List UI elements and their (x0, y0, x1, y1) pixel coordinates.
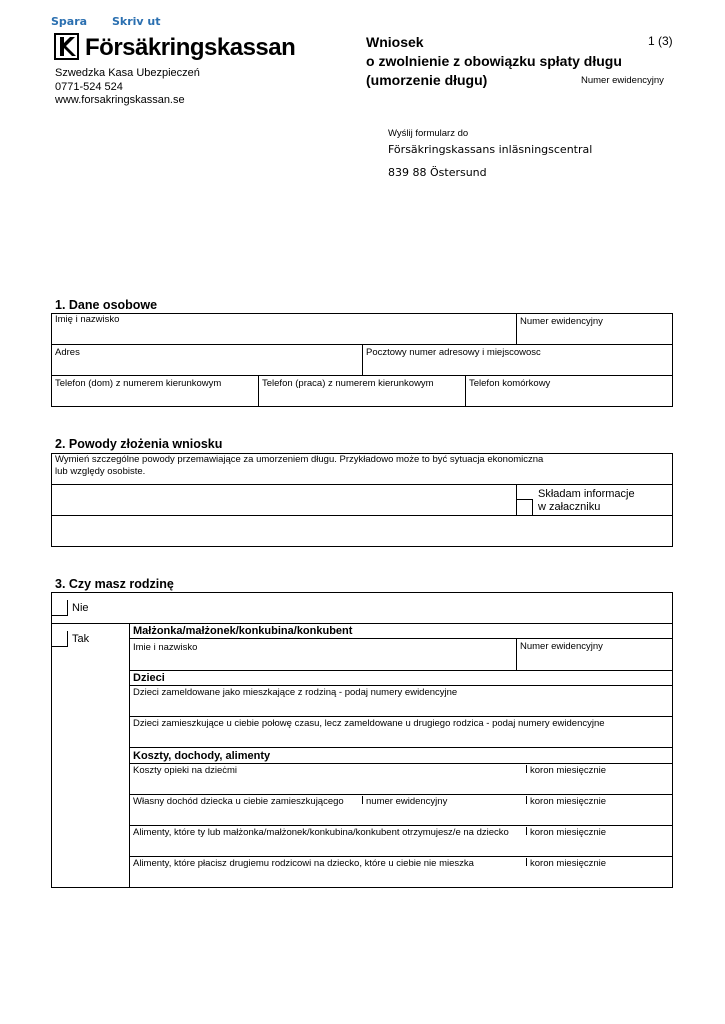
section1-title: 1. Dane osobowe (55, 298, 158, 312)
costs-heading: Koszty, dochody, alimenty (133, 750, 271, 762)
care-costs-unit: koron miesięcznie (530, 765, 607, 776)
family-yes-label: Tak (72, 633, 90, 645)
brand-name: Försäkringskassan (85, 34, 296, 61)
phone-work-label: Telefon (praca) z numerem kierunkowym (262, 378, 434, 389)
header-id-label: Numer ewidencyjny (581, 75, 664, 86)
phone-mobile-label: Telefon komórkowy (469, 378, 551, 389)
spouse-id-field[interactable] (518, 654, 671, 669)
spouse-heading: Małżonka/małżonek/konkubina/konkubent (133, 625, 353, 637)
page-number: 1 (3) (648, 34, 673, 48)
attachment-label-line1: Składam informacje (538, 488, 635, 500)
reasons-desc-line2: lub względy osobiste. (55, 466, 146, 477)
family-no-checkbox[interactable] (52, 600, 68, 616)
postal-label: Pocztowy numer adresowy i miejscowosc (366, 347, 541, 358)
phone-home-label: Telefon (dom) z numerem kierunkowym (55, 378, 222, 389)
alimony-paid-label: Alimenty, które płacisz drugiemu rodzicowi na dziecko, które u ciebie nie mieszka (133, 858, 474, 869)
children-half-label: Dzieci zamieszkujące u ciebie połowę czasu, lecz zameldowane u drugiego rodzica - podaj numery ewidencyjne (133, 718, 605, 729)
phone-work-field[interactable] (260, 390, 463, 406)
attachment-label-line2: w załaczniku (538, 501, 601, 513)
forsakringskassan-logo-icon (54, 33, 79, 60)
children-registered-label: Dzieci zameldowane jako mieszkające z rodziną - podaj numery ewidencyjne (133, 687, 458, 698)
child-income-id-label: numer ewidencyjny (366, 796, 448, 807)
print-link[interactable]: Skriv ut (112, 15, 161, 28)
section3-title: 3. Czy masz rodzinę (55, 577, 174, 591)
spouse-name-field[interactable] (131, 654, 514, 669)
send-to-label: Wyślij formularz do (388, 128, 469, 139)
phone-mobile-field[interactable] (467, 390, 671, 406)
address-field[interactable] (53, 359, 360, 374)
form-title-line3: (umorzenie długu) (366, 72, 488, 88)
family-no-label: Nie (72, 602, 89, 614)
care-costs-label: Koszty opieki na dzieċmi (133, 765, 238, 776)
address-line1: Försäkringskassans inläsningscentral (388, 143, 593, 156)
section2-title: 2. Powody złożenia wniosku (55, 437, 223, 451)
id-label: Numer ewidencyjny (520, 316, 603, 327)
children-registered-field[interactable] (131, 699, 671, 715)
brand-subtitle: Szwedzka Kasa Ubezpieczeń (55, 67, 200, 79)
care-costs-field[interactable] (131, 777, 524, 793)
children-heading: Dzieci (133, 672, 165, 684)
brand-phone: 0771-524 524 (55, 81, 123, 93)
alimony-received-field[interactable] (131, 839, 524, 855)
children-half-field[interactable] (131, 730, 671, 746)
reasons-field-2[interactable] (53, 517, 671, 545)
family-yes-checkbox[interactable] (52, 631, 68, 647)
brand-website: www.forsakringskassan.se (55, 94, 185, 106)
reasons-desc-line1: Wymień szczególne powody przemawiające za umorzeniem długu. Przykładowo może to być sytuacja ekonomiczna (55, 454, 544, 465)
phone-home-field[interactable] (53, 390, 256, 406)
attachment-checkbox[interactable] (517, 499, 533, 515)
form-title-line2: o zwolnienie z obowiązku spłaty długu (366, 53, 622, 69)
id-field[interactable] (518, 328, 671, 343)
name-label: Imię i nazwisko (55, 314, 120, 325)
spouse-id-label: Numer ewidencyjny (520, 641, 603, 652)
alimony-received-unit: koron miesięcznie (530, 827, 607, 838)
spouse-name-label: Imie i nazwisko (133, 642, 198, 653)
alimony-paid-field[interactable] (131, 870, 524, 886)
child-income-label: Własny dochód dziecka u ciebie zamieszkującego (133, 796, 344, 807)
postal-field[interactable] (364, 359, 671, 374)
child-income-field[interactable] (131, 808, 524, 824)
alimony-paid-unit: koron miesięcznie (530, 858, 607, 869)
address-label: Adres (55, 347, 80, 358)
alimony-received-label: Alimenty, które ty lub małżonka/małżonek/konkubina/konkubent otrzymujesz/e na dziecko (133, 827, 509, 838)
child-income-unit: koron miesięcznie (530, 796, 607, 807)
address-line2: 839 88 Östersund (388, 166, 487, 179)
save-link[interactable]: Spara (51, 15, 88, 28)
form-title-line1: Wniosek (366, 34, 424, 50)
reasons-field-1[interactable] (53, 486, 514, 514)
name-field[interactable] (53, 326, 514, 343)
